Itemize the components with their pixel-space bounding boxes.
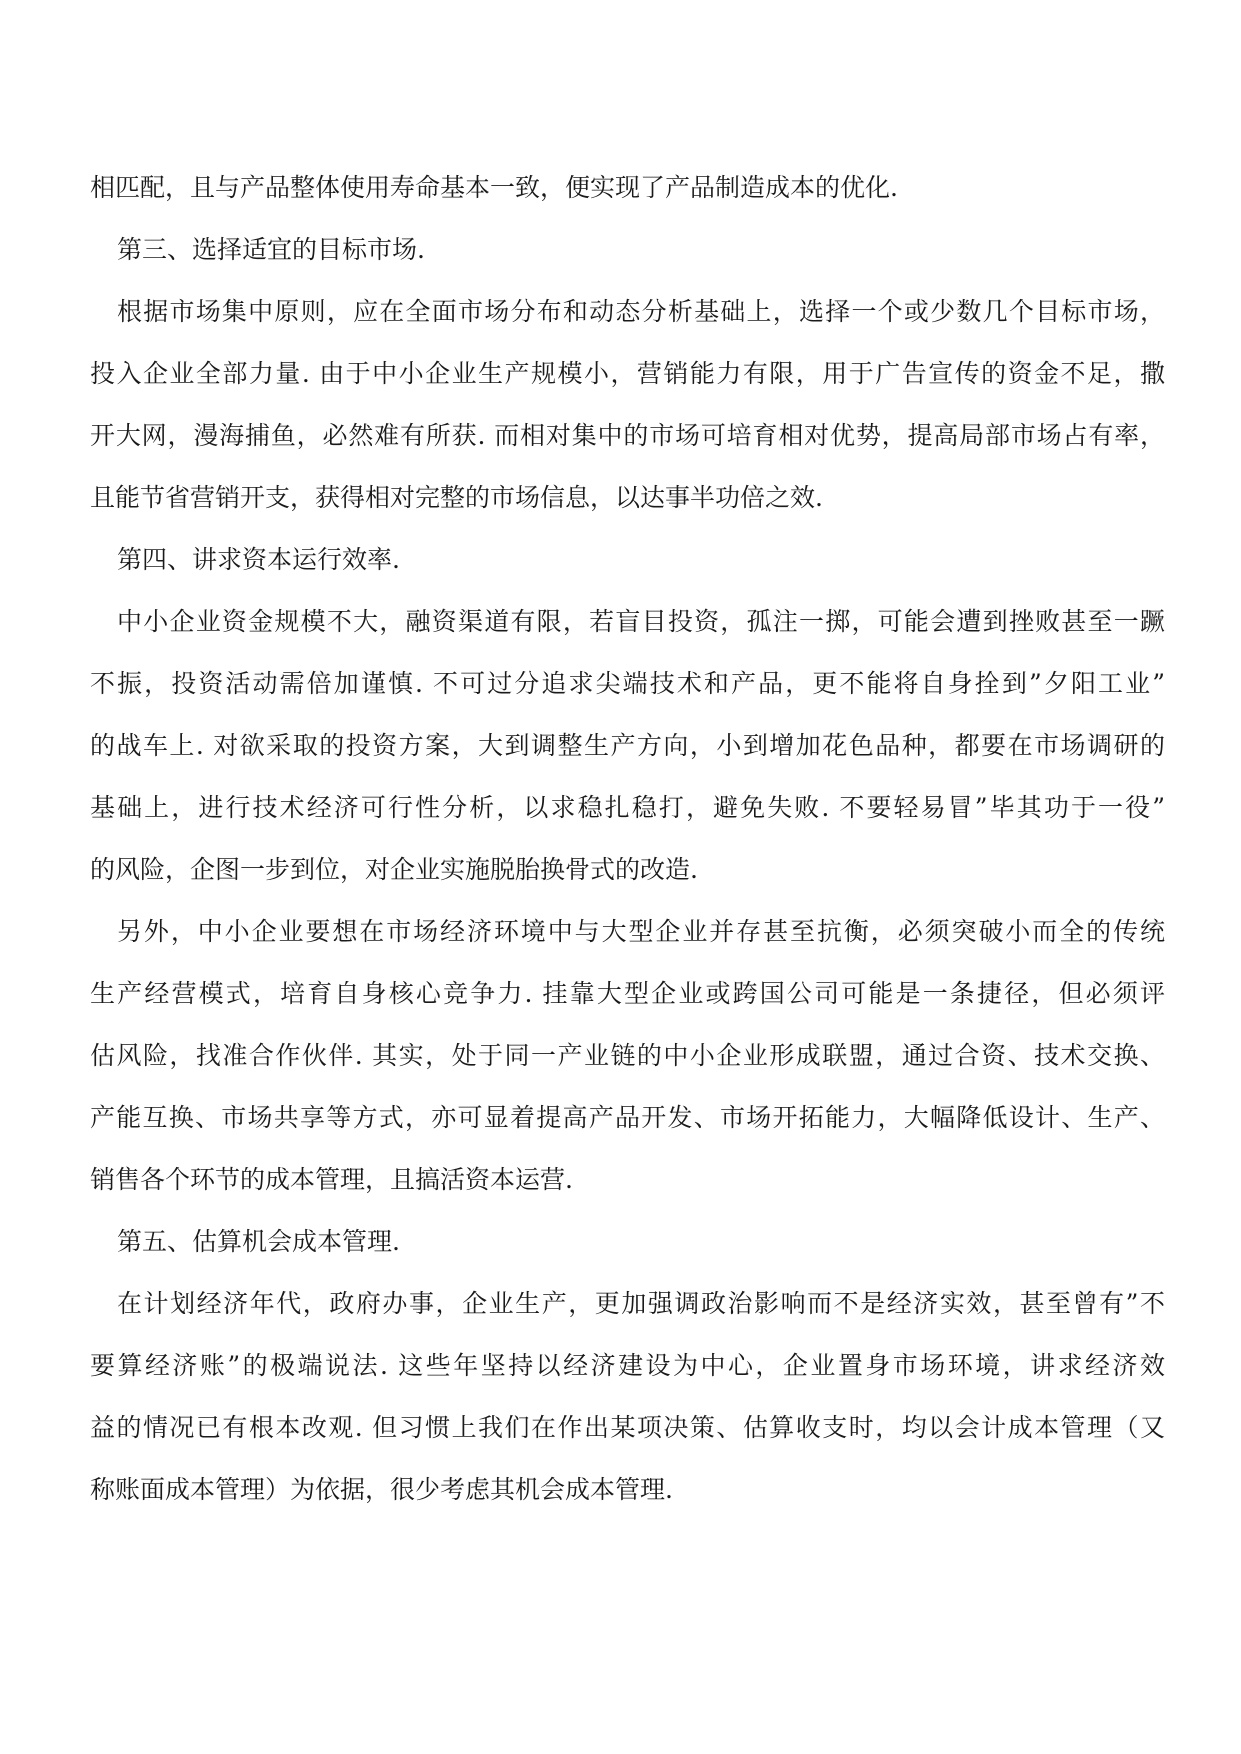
text-line: 要算经济账”的极端说法. 这些年坚持以经济建设为中心，企业置身市场环境，讲求经济效 bbox=[90, 1351, 1165, 1380]
text-line: 且能节省营销开支，获得相对完整的市场信息，以达事半功倍之效. bbox=[90, 483, 823, 512]
text-line: 中小企业资金规模不大，融资渠道有限，若盲目投资，孤注一掷，可能会遭到挫败甚至一蹶 bbox=[117, 607, 1165, 636]
text-line: 基础上，进行技术经济可行性分析，以求稳扎稳打，避免失败. 不要轻易冒”毕其功于一役” bbox=[90, 793, 1165, 822]
text-line: 另外，中小企业要想在市场经济环境中与大型企业并存甚至抗衡，必须突破小而全的传统 bbox=[117, 917, 1165, 946]
text-line: 第四、讲求资本运行效率. bbox=[117, 545, 400, 574]
text-line: 的战车上. 对欲采取的投资方案，大到调整生产方向，小到增加花色品种，都要在市场调研的 bbox=[90, 731, 1165, 760]
text-line: 销售各个环节的成本管理，且搞活资本运营. bbox=[90, 1165, 573, 1194]
text-line: 不振，投资活动需倍加谨慎. 不可过分追求尖端技术和产品，更不能将自身拴到”夕阳工业” bbox=[90, 669, 1165, 698]
document-body bbox=[90, 157, 1165, 1521]
text-line: 相匹配，且与产品整体使用寿命基本一致，便实现了产品制造成本的优化. bbox=[90, 173, 898, 202]
text-line: 估风险，找准合作伙伴. 其实，处于同一产业链的中小企业形成联盟，通过合资、技术交换、 bbox=[90, 1041, 1165, 1070]
text-line: 第三、选择适宜的目标市场. bbox=[117, 235, 425, 264]
text-line: 生产经营模式，培育自身核心竞争力. 挂靠大型企业或跨国公司可能是一条捷径，但必须评 bbox=[90, 979, 1165, 1008]
text-line: 的风险，企图一步到位，对企业实施脱胎换骨式的改造. bbox=[90, 855, 698, 884]
text-line: 在计划经济年代，政府办事，企业生产，更加强调政治影响而不是经济实效，甚至曾有”不 bbox=[117, 1289, 1165, 1318]
text-line: 投入企业全部力量. 由于中小企业生产规模小，营销能力有限，用于广告宣传的资金不足，撒 bbox=[90, 359, 1165, 388]
text-line: 益的情况已有根本改观. 但习惯上我们在作出某项决策、估算收支时，均以会计成本管理（又 bbox=[90, 1413, 1165, 1442]
text-line: 开大网，漫海捕鱼，必然难有所获. 而相对集中的市场可培育相对优势，提高局部市场占有率， bbox=[90, 421, 1165, 450]
text-line: 根据市场集中原则，应在全面市场分布和动态分析基础上，选择一个或少数几个目标市场， bbox=[117, 297, 1165, 326]
text-line: 产能互换、市场共享等方式，亦可显着提高产品开发、市场开拓能力，大幅降低设计、生产、 bbox=[90, 1103, 1165, 1132]
text-line: 第五、估算机会成本管理. bbox=[117, 1227, 400, 1256]
text-line: 称账面成本管理）为依据，很少考虑其机会成本管理. bbox=[90, 1475, 673, 1504]
